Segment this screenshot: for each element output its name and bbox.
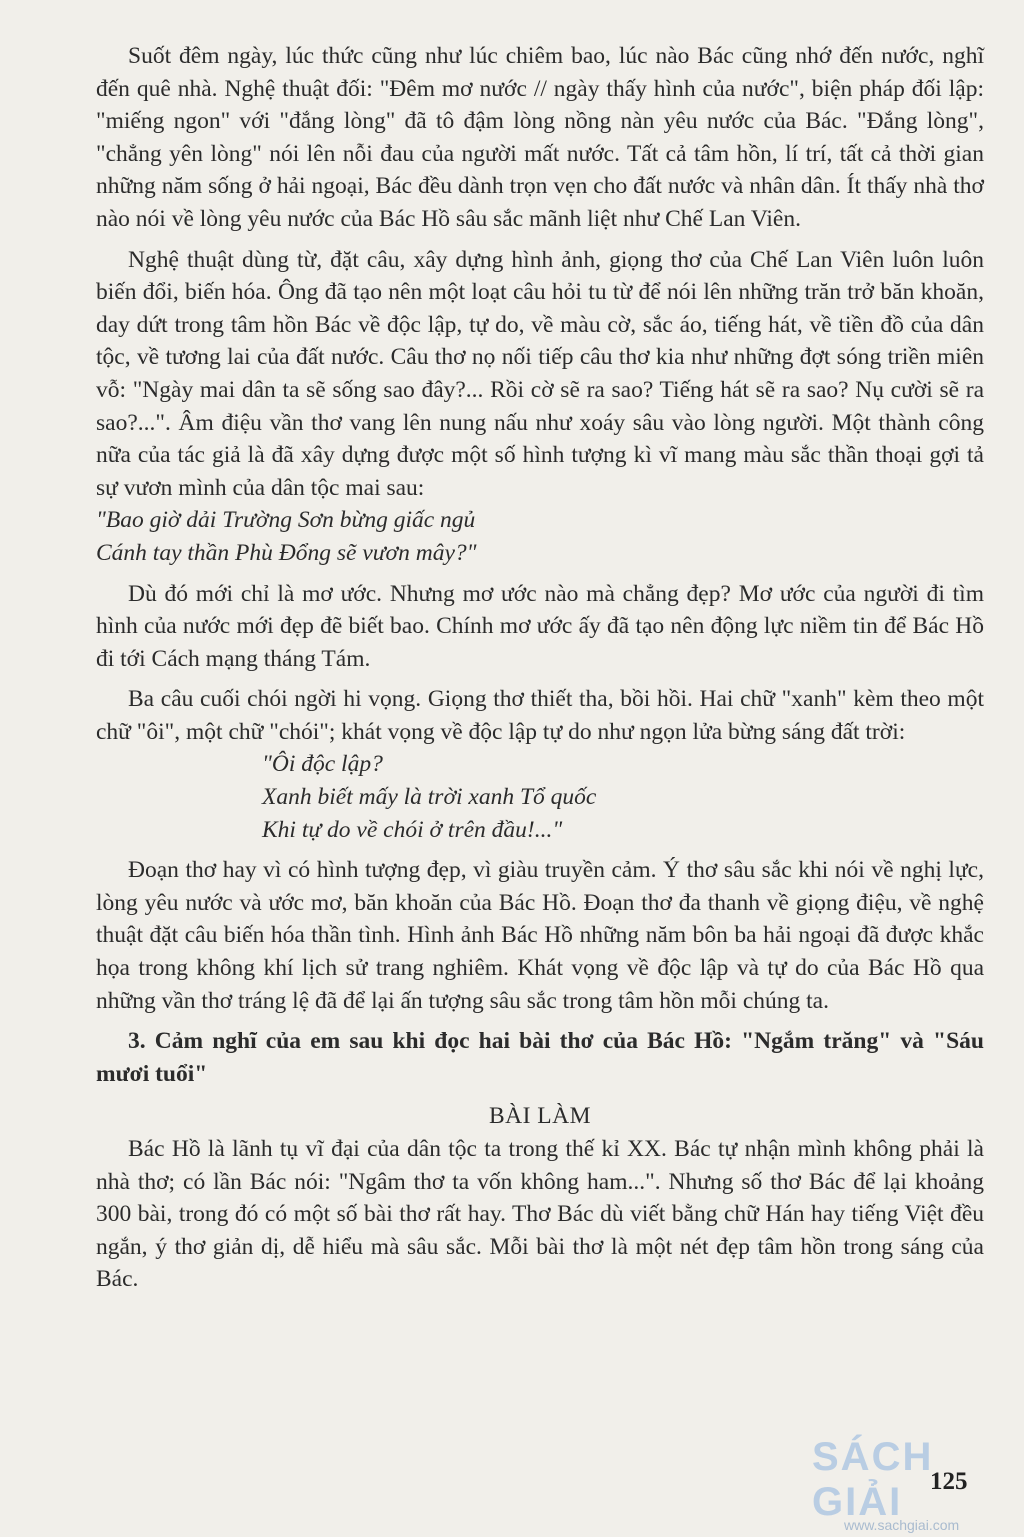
page-number: 125 xyxy=(930,1468,968,1495)
section-heading: 3. Cảm nghĩ của em sau khi đọc hai bài thơ của Bác Hồ: "Ngắm trăng" và "Sáu mươi tuổi" xyxy=(96,1028,984,1087)
paragraph-3: Dù đó mới chỉ là mơ ước. Nhưng mơ ước nào mà chẳng đẹp? Mơ ước của người đi tìm hình của nước mới đẹp đẽ biết bao. Chính mơ ước ấy đã tạo nên động lực niềm tin để Bác Hồ đi tới Cách mạng tháng Tám. xyxy=(96,580,984,672)
paragraph-4: Ba câu cuối chói ngời hi vọng. Giọng thơ thiết tha, bồi hồi. Hai chữ "xanh" kèm theo một chữ "ôi", một chữ "chói"; khát vọng về độc lập tự do như ngọn lửa bừng sáng đất trời: xyxy=(96,686,984,745)
watermark-url: www.sachgiai.com xyxy=(844,1517,960,1533)
essay-title: BÀI LÀM xyxy=(488,1103,592,1130)
paragraph-2: Nghệ thuật dùng từ, đặt câu, xây dựng hình ảnh, giọng thơ của Chế Lan Viên luôn luôn biến đổi, biến hóa. Ông đã tạo nên một loạt câu hỏi tu từ để nói lên những trăn trở băn khoăn, day dứt trong tâm hồn Bác về độc lập, tự do, về màu cờ, sắc áo, tiếng hát, về tiền đồ của dân tộc, về tương lai của đất nước. Câu thơ nọ nối tiếp câu thơ kia như những đợt sóng triền miên vỗ: "Ngày mai dân ta sẽ sống sao đây?... Rồi cờ sẽ ra sao? Tiếng hát sẽ ra sao? Nụ cười sẽ ra sao?...". Âm điệu vần thơ vang lên nung nấu như xoáy sâu vào lòng người. Một thành công nữa của tác giả là đã xây dựng được một số hình tượng kì vĩ mang màu sắc thần thoại gợi tả sự vươn mình của dân tộc mai sau: xyxy=(96,246,984,501)
paragraph-6: Bác Hồ là lãnh tụ vĩ đại của dân tộc ta trong thế kỉ XX. Bác tự nhận mình không phải là nhà thơ; có lần Bác nói: "Ngâm thơ ta vốn không ham...". Nhưng số thơ Bác để lại khoảng 300 bài, trong đó có một số bài thơ rất hay. Thơ Bác dù viết bằng chữ Hán hay tiếng Việt đều ngắn, ý thơ giản dị, dễ hiểu mà sâu sắc. Mỗi bài thơ là một nét đẹp tâm hồn trong sáng của Bác. xyxy=(96,1136,984,1293)
page-body xyxy=(96,40,984,1296)
verse-2-line-3: Khi tự do về chói ở trên đầu!..." xyxy=(262,816,563,843)
verse-1-line-2: Cánh tay thần Phù Đổng sẽ vươn mây?" xyxy=(96,539,477,566)
paragraph-5: Đoạn thơ hay vì có hình tượng đẹp, vì giàu truyền cảm. Ý thơ sâu sắc khi nói về nghị lực, lòng yêu nước và ước mơ, băn khoăn của Bác Hồ. Đoạn thơ đa thanh về giọng điệu, về nghệ thuật đặt câu biến hóa thần tình. Hình ảnh Bác Hồ những năm bôn ba hải ngoại đã được khắc họa trong không khí lịch sử trang nghiêm. Khát vọng về độc lập và tự do của Bác Hồ qua những vần thơ tráng lệ đã để lại ấn tượng sâu sắc trong tâm hồn mỗi chúng ta. xyxy=(96,857,984,1014)
watermark-logo xyxy=(812,1435,1022,1533)
verse-2-line-1: "Ôi độc lập? xyxy=(262,751,383,778)
verse-1-line-1: "Bao giờ dải Trường Sơn bừng giấc ngủ xyxy=(96,507,476,534)
paragraph-1: Suốt đêm ngày, lúc thức cũng như lúc chiêm bao, lúc nào Bác cũng nhớ đến nước, nghĩ đến quê nhà. Nghệ thuật đối: "Đêm mơ nước // ngày thấy hình của nước", biện pháp đối lập: "miếng ngon" với "đắng lòng" đã tô đậm lòng nồng nàn yêu nước của Bác. "Đắng lòng", "chẳng yên lòng" nói lên nỗi đau của người mất nước. Tất cả tâm hồn, lí trí, tất cả thời gian những năm sống ở hải ngoại, Bác đều dành trọn vẹn cho đất nước và nhân dân. Ít thấy nhà thơ nào nói về lòng yêu nước của Bác Hồ sâu sắc mãnh liệt như Chế Lan Viên. xyxy=(96,43,984,232)
verse-2-line-2: Xanh biết mấy là trời xanh Tổ quốc xyxy=(262,784,597,811)
watermark-brand: SÁCH GIẢI xyxy=(812,1435,934,1524)
